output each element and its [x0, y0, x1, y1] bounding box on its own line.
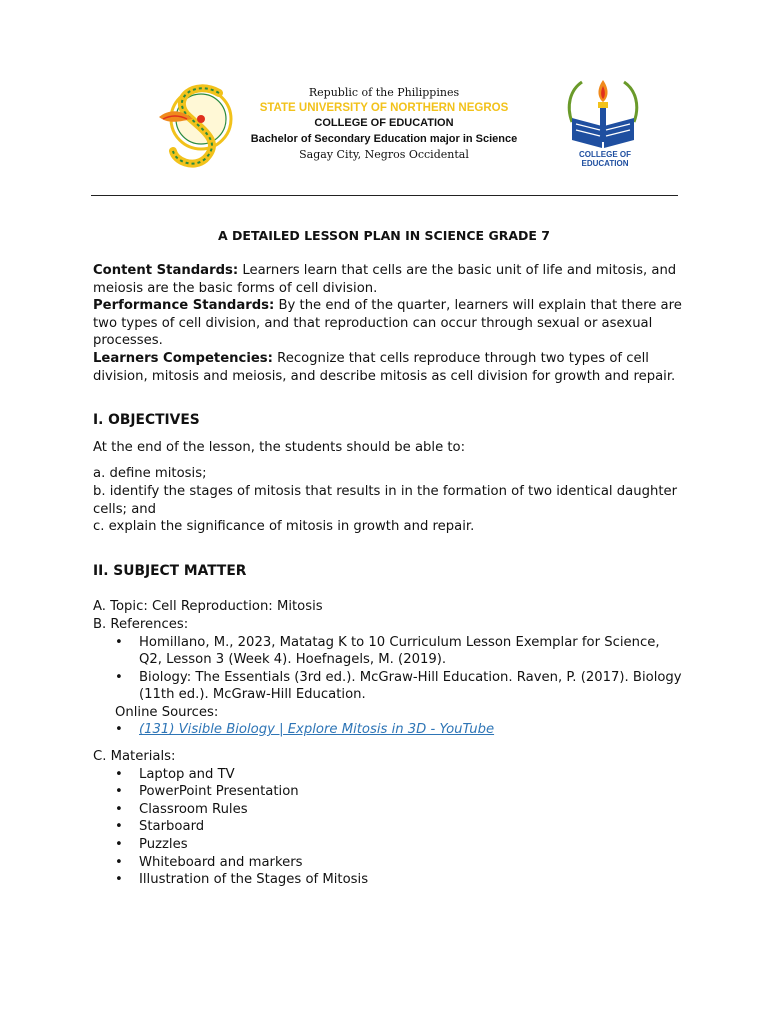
objectives-intro: At the end of the lesson, the students should be able to: [93, 439, 466, 455]
references-label: B. References: [93, 616, 189, 632]
material-item: • Illustration of the Stages of Mitosis [115, 871, 683, 889]
online-source-item [115, 721, 683, 739]
university-seal-logo [155, 73, 235, 169]
document-title: A DETAILED LESSON PLAN IN SCIENCE GRADE 7 [218, 228, 550, 243]
performance-standards-label: Performance Standards: [93, 298, 275, 314]
materials-list [93, 766, 683, 889]
materials-label: C. Materials: [93, 749, 176, 765]
objective-item: a. define mitosis; [93, 466, 207, 482]
address-line: Sagay City, Negros Occidental [299, 148, 469, 161]
lesson-body [93, 262, 683, 889]
letterhead [225, 85, 543, 163]
online-sources-list [93, 721, 683, 739]
header-divider [91, 195, 678, 196]
material-item: • Starboard [115, 818, 683, 836]
online-sources-label: Online Sources: [115, 704, 219, 720]
objectives-heading: I. OBJECTIVES [93, 412, 200, 429]
material-item: • Classroom Rules [115, 801, 683, 819]
objective-item: c. explain the significance of mitosis in growth and repair. [93, 519, 475, 535]
material-item: • PowerPoint Presentation [115, 783, 683, 801]
right-logo-caption: COLLEGE OF EDUCATION [579, 150, 631, 168]
learners-competencies-text: Recognize that cells reproduce through two types of cell division, mitosis and meiosis, and describe mitosis as cell division for growth and repair. [93, 350, 676, 384]
youtube-link[interactable]: (131) Visible Biology | Explore Mitosis in 3D - YouTube [139, 722, 495, 738]
material-item: • Whiteboard and markers [115, 854, 683, 872]
subject-matter-heading: II. SUBJECT MATTER [93, 562, 247, 579]
university-name: STATE UNIVERSITY OF NORTHERN NEGROS [259, 101, 509, 114]
content-standards-label: Content Standards: [93, 263, 239, 278]
reference-item: • Biology: The Essentials (3rd ed.). McGraw-Hill Education. Raven, P. (2017). Biology (11th ed.). McGraw-Hill Education. [115, 669, 683, 704]
learners-competencies-label: Learners Competencies: [93, 350, 273, 366]
college-name: COLLEGE OF EDUCATION [314, 117, 454, 129]
topic-line: A. Topic: Cell Reproduction: Mitosis [93, 599, 323, 615]
references-list [93, 634, 683, 704]
material-item: • Puzzles [115, 836, 683, 854]
learners-competencies [93, 350, 683, 385]
content-standards-text: Learners learn that cells are the basic unit of life and mitosis, and meiosis are the basic forms of cell division. [93, 263, 677, 296]
program-name: Bachelor of Secondary Education major in Science [250, 132, 518, 145]
objective-item: b. identify the stages of mitosis that results in in the formation of two identical daughter cells; and [93, 483, 678, 517]
material-item: • Laptop and TV [115, 766, 683, 784]
content-standards [93, 262, 683, 297]
republic-line: Republic of the Philippines [308, 86, 460, 99]
performance-standards-text: By the end of the quarter, learners will explain that there are two types of cell division, and that reproduction can occur through sexual or asexual processes. [93, 298, 682, 349]
reference-item: • Homillano, M., 2023, Matatag K to 10 Curriculum Lesson Exemplar for Science, Q2, Lesson 3 (Week 4). Hoefnagels, M. (2019). [115, 634, 683, 669]
performance-standards [93, 297, 683, 350]
